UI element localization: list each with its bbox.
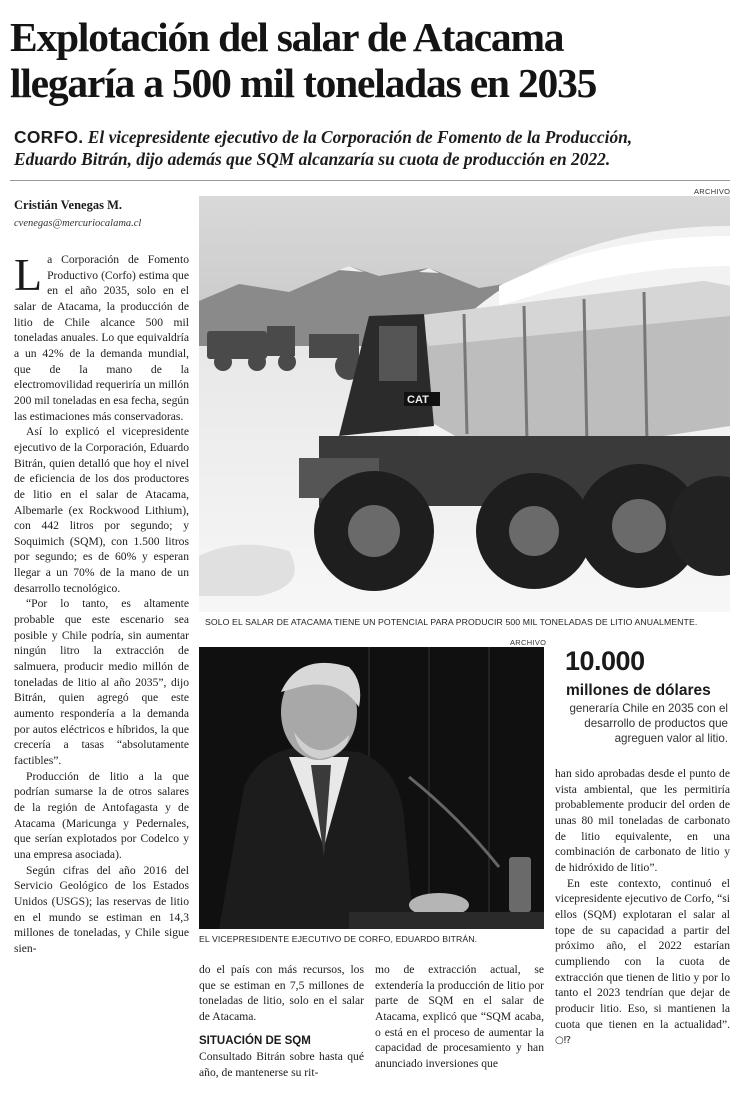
paragraph-7: Consultado Bitrán sobre hasta qué año, de mantenerse su rit- <box>199 1050 364 1079</box>
dropcap: L <box>14 252 43 300</box>
article-column-4 <box>555 766 730 1112</box>
headline-line-2: llegaría a 500 mil toneladas en 2035 <box>10 60 597 106</box>
paragraph-1: La Corporación de Fomento Productivo (Corfo) estima que en el año 2035, solo en el salar de Atacama, la producción de litio de Chile alcance 500 mil toneladas anuales. Lo que equivaldría a un 42% de la demanda mundial, que de la mano de la electromovilidad requeriría un millón 200 mil toneladas en esa fecha, según las estimaciones más conservadoras. <box>14 252 189 423</box>
photo1-caption: SOLO EL SALAR DE ATACAMA TIENE UN POTENCIAL PARA PRODUCIR 500 MIL TONELADAS DE LITIO ANUALMENTE. <box>205 617 698 627</box>
paragraph-2: Así lo explicó el vicepresidente ejecutivo de la Corporación, Eduardo Bitrán, quien detalló que hoy el nivel de eficiencia de los dos productores de litio en el salar de Atacama, Albemarle (ex Rockwood Lithium), con 442 litros por segundo; y Soquimich (SQM), con 1.500 litros por segundo; es de 60% y esperan llegar a un 70% de la mano de un desarrollo tecnológico. <box>14 425 189 595</box>
headline <box>10 14 730 106</box>
byline-email: cvenegas@mercuriocalama.cl <box>14 218 142 229</box>
photo2-credit: ARCHIVO <box>510 638 547 647</box>
dek <box>14 126 730 170</box>
paragraph-8: mo de extracción actual, se extendería la producción de litio por parte de SQM en el salar de Atacama, explicó que “SQM acaba, o está en el proceso de aumentar la capacidad de procesamiento y han anunciado inversiones que <box>375 963 544 1070</box>
svg-text:CAT: CAT <box>407 394 429 406</box>
subhead-situacion-sqm: SITUACIÓN DE SQM <box>199 1034 311 1047</box>
stat-unit: millones de dólares <box>566 682 711 699</box>
paragraph-9: han sido aprobadas desde el punto de vista ambiental, que les permitiría probablemente producir del orden de unas 80 mil toneladas de carbonato de litio equivalente, en una combinación de carbonato de litio y de hidróxido de litio”. <box>555 767 730 874</box>
article-column-1 <box>14 252 189 1112</box>
photo-mining-truck <box>199 196 730 612</box>
photo1-credit: ARCHIVO <box>694 187 731 196</box>
paragraph-4: Producción de litio a la que podrían sumarse la de otros salares de la región de Antofagasta y de Atacama (Maricunga y Pedernales, que serían explotados por Codelco y una empresa asociada). <box>14 769 189 861</box>
article-column-2 <box>199 962 364 1112</box>
paragraph-5: Según cifras del año 2016 del Servicio Geológico de los Estados Unidos (USGS); las reservas de litio en el mundo se estiman en 14,3 millones de toneladas, y Chile sigue sien- <box>14 863 189 955</box>
photo-bitran-portrait <box>199 647 544 929</box>
dek-divider <box>10 180 730 181</box>
end-mark-icon: ○⁉ <box>555 1035 572 1047</box>
mining-truck-illustration <box>199 196 730 612</box>
byline-author: Cristián Venegas M. <box>14 198 122 212</box>
headline-line-1: Explotación del salar de Atacama <box>10 14 564 60</box>
photo2-caption: EL VICEPRESIDENTE EJECUTIVO DE CORFO, EDUARDO BITRÁN. <box>199 934 478 944</box>
paragraph-3: “Por lo tanto, es altamente probable que este escenario sea posible y Chile podría, sin aumentar ningún litro la extracción de salmuera, producir medio millón de toneladas de litio al año 2035”, dijo Bitrán, quien agregó que este aumento respondería a la demanda por autos eléctricos e híbridos, la que crecería a tasas “absolutamente factibles”. <box>14 597 189 767</box>
dek-line-1: El vicepresidente ejecutivo de la Corporación de Fomento de la Producción, <box>87 127 633 147</box>
stat-description: generaría Chile en 2035 con el desarrollo de productos que agreguen valor al litio. <box>569 702 728 745</box>
paragraph-6: do el país con más recursos, los que se estiman en 7,5 millones de toneladas de litio, solo en el salar de Atacama. <box>199 963 364 1023</box>
paragraph-10: En este contexto, continuó el vicepresidente ejecutivo de Corfo, “si ellos (SQM) explotaran el salar al tope de su capacidad a partir del próximo año, el 2022 estarían cumpliendo con la cuota de extracción que tienen de litio y por lo tanto el 2023 tendrían que dejar de producir litio. Eso, si mantienen la cuota que tienen en la actualidad”. ○⁉ <box>555 876 730 1047</box>
dek-kicker: CORFO. <box>14 127 84 147</box>
stat-number: 10.000 <box>565 646 645 676</box>
portrait-illustration <box>199 647 544 929</box>
dek-line-2: Eduardo Bitrán, dijo además que SQM alcanzaría su cuota de producción en 2022. <box>14 149 611 169</box>
article-column-3 <box>375 962 544 1112</box>
